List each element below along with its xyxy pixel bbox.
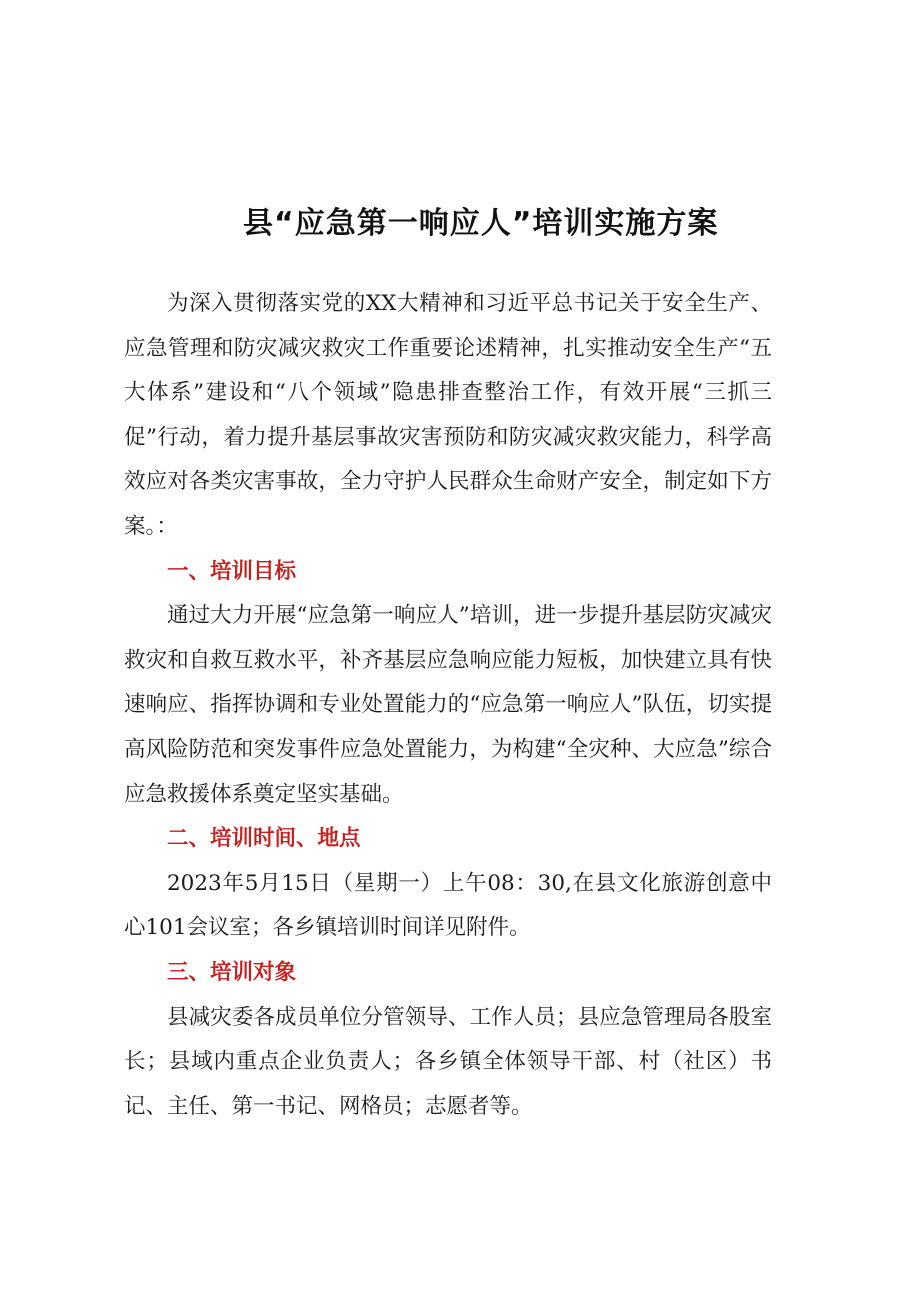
- section-body-training-audience: 县减灾委各成员单位分管领导、工作人员；县应急管理局各股室长；县域内重点企业负责人；各乡镇全体领导干部、村（社区）书记、主任、第一书记、网格员；志愿者等。: [124, 1004, 772, 1119]
- document-body: [124, 282, 772, 1129]
- document-title: 县“应急第一响应人”培训实施方案: [243, 206, 719, 241]
- intro-paragraph: 为深入贯彻落实党的XX大精神和习近平总书记关于安全生产、应急管理和防灾减灾救灾工作重要论述精神，扎实推动安全生产“五大体系”建设和“八个领域”隐患排查整治工作，有效开展“三抓三促”行动，着力提升基层事故灾害预防和防灾减灾救灾能力，科学高效应对各类灾害事故，全力守护人民群众生命财产安全，制定如下方案。：: [124, 291, 772, 539]
- section-body-training-goal: 通过大力开展“应急第一响应人”培训，进一步提升基层防灾减灾救灾和自救互救水平，补齐基层应急响应能力短板，加快建立具有快速响应、指挥协调和专业处置能力的“应急第一响应人”队伍，切实提高风险防范和突发事件应急处置能力，为构建“全灾种、大应急”综合应急救援体系奠定坚实基础。: [124, 603, 772, 807]
- section-body-training-time-place: 2023年5月15日（星期一）上午08：30,在县文化旅游创意中心101会议室；各乡镇培训时间详见附件。: [124, 870, 772, 941]
- section-heading-training-goal: 一、培训目标: [167, 558, 297, 584]
- section-heading-training-audience: 三、培训对象: [167, 959, 297, 985]
- section-heading-training-time-place: 二、培训时间、地点: [167, 826, 361, 852]
